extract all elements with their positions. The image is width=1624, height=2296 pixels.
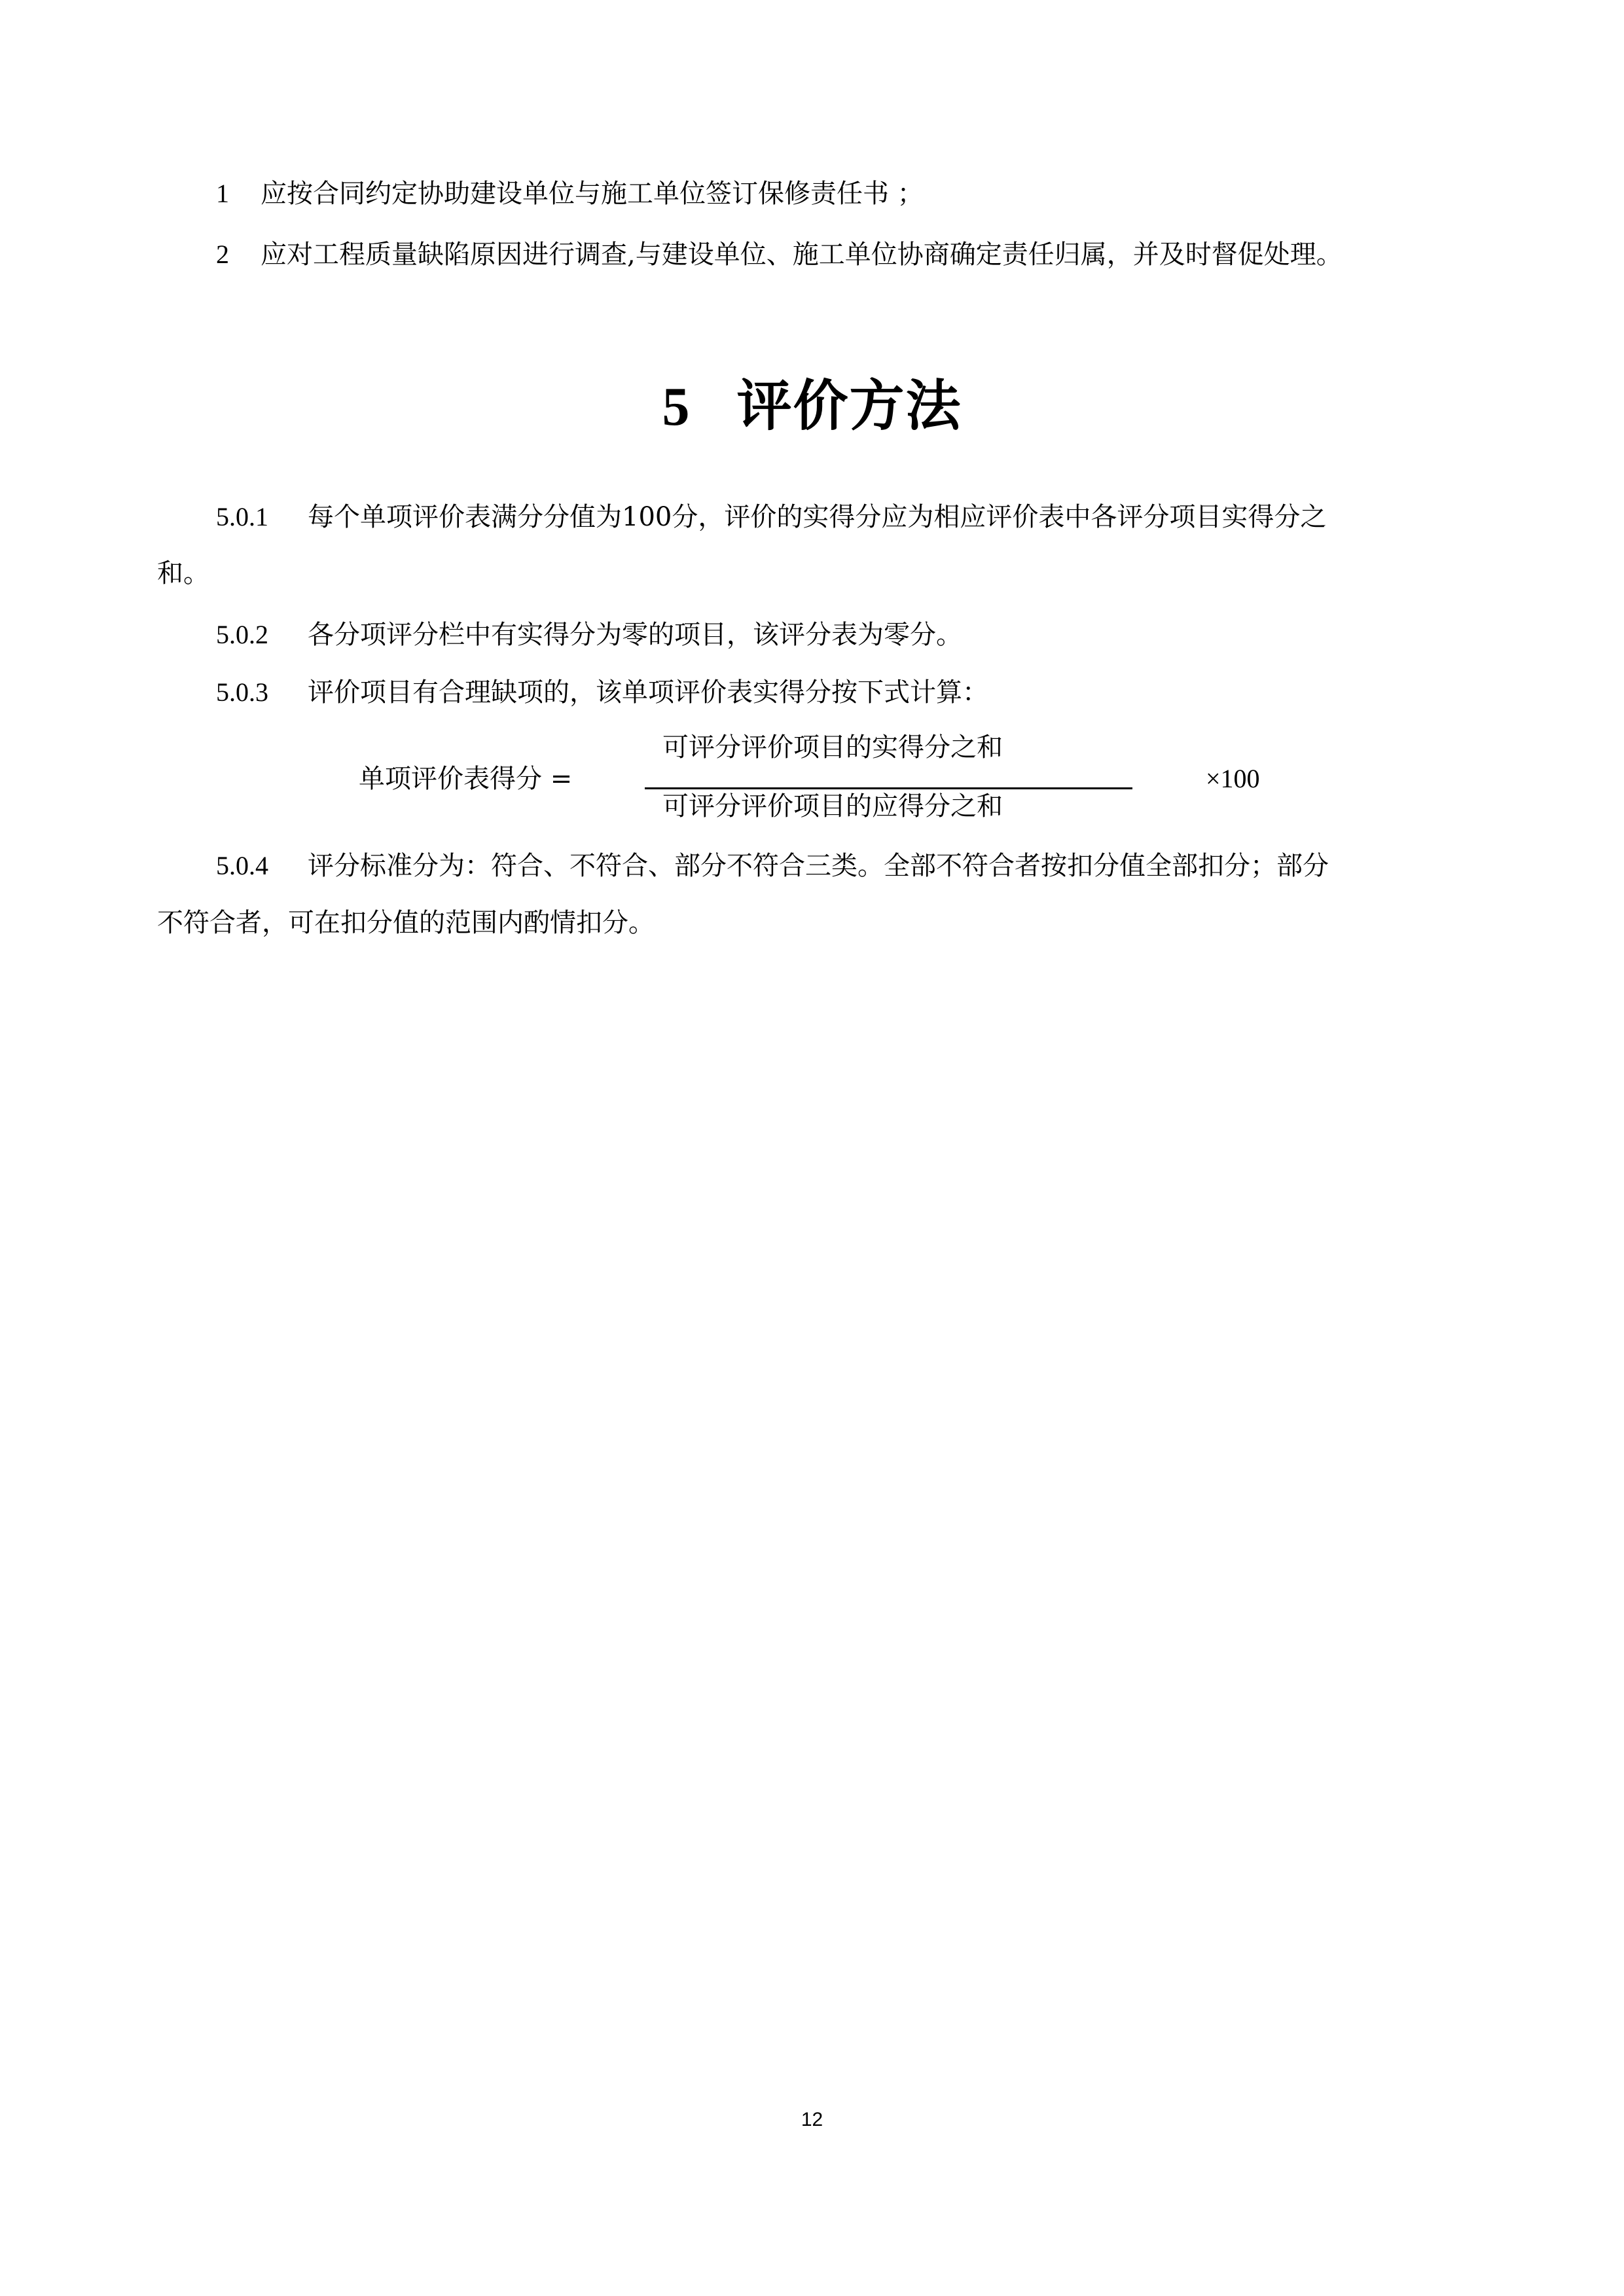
- formula-denominator: 可评分评价项目的应得分之和: [662, 791, 1003, 821]
- section-heading: [0, 374, 1624, 438]
- list-item-1-text: 应按合同约定协助建设单位与施工单位签订保修责任书 ；: [261, 179, 924, 209]
- clause-5-0-4-number: 5.0.4: [216, 851, 268, 880]
- clause-5-0-1-number: 5.0.1: [216, 502, 268, 531]
- formula-numerator: 可评分评价项目的实得分之和: [662, 732, 1003, 762]
- clause-5-0-1-text-cont: 和。: [157, 558, 209, 588]
- clause-5-0-4-text: 评分标准分为：符合、不符合、部分不符合三类。全部不符合者按扣分值全部扣分；部分: [308, 851, 1329, 881]
- section-title: 评价方法: [736, 374, 962, 438]
- fraction-bar: [645, 787, 1132, 789]
- formula-multiplier: ×100: [1206, 764, 1260, 793]
- clause-5-0-2-text: 各分项评分栏中有实得分为零的项目，该评分表为零分。: [308, 620, 962, 650]
- clause-5-0-1-text: 每个单项评价表满分分值为100分，评价的实得分应为相应评价表中各评分项目实得分之: [308, 502, 1327, 532]
- clause-5-0-4-text-cont: 不符合者，可在扣分值的范围内酌情扣分。: [157, 908, 655, 938]
- list-item-1-number: 1: [216, 179, 229, 208]
- list-item-2-number: 2: [216, 240, 229, 269]
- formula-lhs: 单项评价表得分 =: [359, 764, 573, 794]
- clause-5-0-3-text: 评价项目有合理缺项的，该单项评价表实得分按下式计算：: [308, 677, 988, 708]
- list-item-2-text: 应对工程质量缺陷原因进行调查,与建设单位、施工单位协商确定责任归属，并及时督促处理。: [261, 240, 1343, 270]
- clause-5-0-3-number: 5.0.3: [216, 677, 268, 707]
- section-number: 5: [662, 376, 691, 437]
- page-number: 12: [801, 2109, 823, 2130]
- clause-5-0-2-number: 5.0.2: [216, 620, 268, 649]
